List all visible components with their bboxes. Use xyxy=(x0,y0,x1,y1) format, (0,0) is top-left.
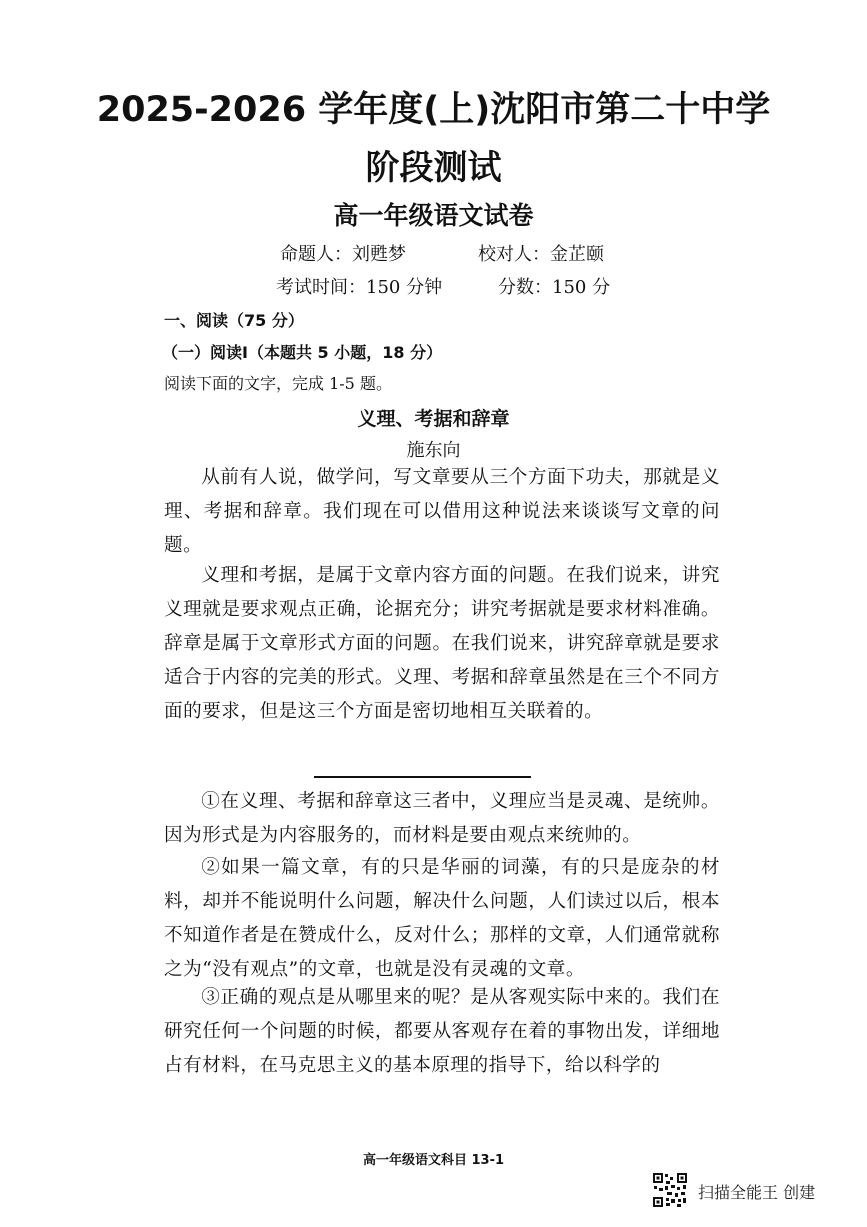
section-divider xyxy=(314,776,531,778)
qr-code-icon xyxy=(652,1172,688,1208)
exam-subtitle: 阶段测试 xyxy=(365,148,502,188)
exam-name: 高一年级语文试卷 xyxy=(333,201,534,230)
setter-label: 命题人：刘甦梦 xyxy=(280,244,406,265)
instruction-text: 阅读下面的文字，完成 1-5 题。 xyxy=(164,374,392,393)
article-paragraph: 从前有人说，做学问，写文章要从三个方面下功夫，那就是义理、考据和辞章。我们现在可以借用这种说法来谈谈写文章的问题。 xyxy=(164,467,720,556)
numbered-paragraph: ②如果一篇文章，有的只是华丽的词藻，有的只是庞杂的材料，却并不能说明什么问题，解决什么问题，人们读过以后，根本不知道作者是在赞成什么，反对什么；那样的文章，人们通常就称之为“没有观点”的文章，也就是没有灵魂的文章。 xyxy=(164,857,720,980)
proofreader-label: 校对人：金芷颐 xyxy=(478,244,604,265)
subsection-heading: （一）阅读Ⅰ（本题共 5 小题，18 分） xyxy=(162,343,443,362)
scanner-watermark xyxy=(652,1172,852,1212)
numbered-paragraph: ③正确的观点是从哪里来的呢？是从客观实际中来的。我们在研究任何一个问题的时候，都要从客观存在着的事物出发，详细地占有材料，在马克思主义的基本原理的指导下，给以科学的 xyxy=(164,987,720,1076)
section-heading: 一、阅读（75 分） xyxy=(164,311,304,330)
article-paragraph: 义理和考据，是属于文章内容方面的问题。在我们说来，讲究义理就是要求观点正确，论据充分；讲究考据就是要求材料准确。辞章是属于文章形式方面的问题。在我们说来，讲究辞章就是要求适合于内容的完美的形式。义理、考据和辞章虽然是在三个不同方面的要求，但是这三个方面是密切地相互关联着的。 xyxy=(164,565,720,722)
numbered-paragraph: ①在义理、考据和辞章这三者中，义理应当是灵魂、是统帅。因为形式是为内容服务的，而材料是要由观点来统帅的。 xyxy=(164,791,720,846)
article-author: 施东向 xyxy=(406,440,461,461)
exam-score: 分数：150 分 xyxy=(498,277,611,298)
watermark-text: 扫描全能王 创建 xyxy=(698,1183,816,1202)
school-title: 2025-2026 学年度(上)沈阳市第二十中学 xyxy=(96,90,771,130)
article-title: 义理、考据和辞章 xyxy=(357,408,510,430)
page-footer: 高一年级语文科目 13-1 xyxy=(362,1153,505,1168)
exam-time: 考试时间：150 分钟 xyxy=(276,277,443,298)
